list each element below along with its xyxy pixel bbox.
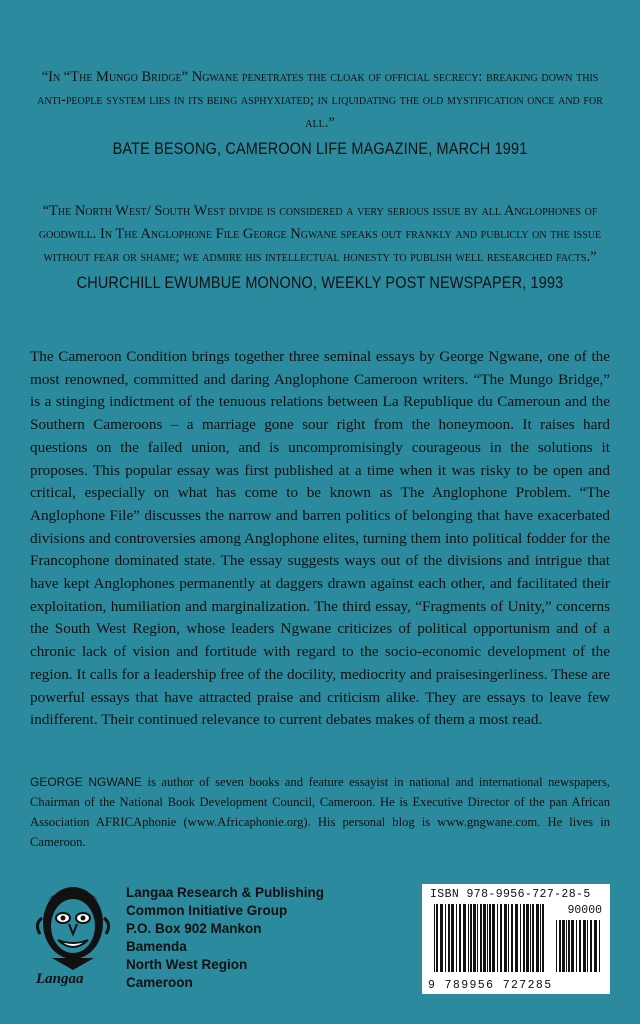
barcode-bar [526, 904, 529, 972]
barcode-bar [508, 904, 509, 972]
book-description: The Cameroon Condition brings together three seminal essays by George Ngwane, one of the most renowned, committed and daring Anglophone Cameroon writers. “The Mungo Bridge,” is a stinging indictment of the tenuous relations between La Republique du Cameroun and the Southern Cameroons – a marriage gone sour right from the honeymoon. It raises hard questions on the failed union, and is uncompromisingly courageous in the solutions it proposes. This popular essay was first published at a time when it was risky to be open and critical, especially on what has come to be known as The Anglophone Problem. “The Anglophone File” discusses the narrow and barren politics of belonging that have exacerbated divisions and controversies among Anglophone elites, turning them into political fodder for the Francophone dominated state. The essay suggests ways out of the divisions and intrigue that have kept Anglophones permanently at daggers drawn against each other, and facilitated their exploitation, humiliation and marginalization. The third essay, “Fragments of Unity,” concerns the South West Region, whose leaders Ngwane criticizes of political opportunism and of a chronic lack of vision and fortitude with regard to the socio-economic development of the region. It calls for a leadership free of the docility, mediocrity and praisesingerliness. These are powerful essays that have attracted praise and criticism alike. They are essays to leave few indifferent. Their continued relevance to current debates makes of them a most read. [30, 348, 610, 729]
barcode-bar [492, 904, 495, 972]
quote-attribution: CHURCHILL EWUMBUE MONONO, WEEKLY POST NEWSPAPER, 1993 [76, 273, 564, 292]
barcode-bar [504, 904, 507, 972]
isbn-number: ISBN 978-9956-727-28-5 [430, 888, 591, 901]
ean-barcode-bars [434, 904, 546, 972]
barcode-bar [459, 904, 461, 972]
publisher-line: Cameroon [126, 975, 193, 990]
barcode-bar [463, 904, 466, 972]
barcode-bar [451, 904, 454, 972]
publisher-address [126, 884, 324, 992]
barcode-bar [599, 920, 600, 972]
barcode-bar [579, 920, 581, 972]
barcode-bar [483, 904, 486, 972]
publisher-line: Langaa Research & Publishing [126, 885, 325, 900]
barcode-bar [520, 904, 521, 972]
barcode-bar [497, 904, 498, 972]
barcode-bar [434, 904, 435, 972]
barcode-bar [473, 904, 476, 972]
barcode-bar [542, 904, 544, 972]
author-name: GEORGE NGWANE [30, 775, 142, 789]
barcode-bar [590, 920, 592, 972]
barcode-bar [436, 904, 438, 972]
publisher-line: P.O. Box 902 Mankon [126, 921, 262, 936]
quote-attribution: BATE BESONG, CAMEROON LIFE MAGAZINE, MARCH 1991 [112, 139, 528, 158]
barcode-bar [571, 920, 574, 972]
barcode-bar [489, 904, 491, 972]
barcode-bar [448, 904, 450, 972]
barcode-bar [540, 904, 541, 972]
author-bio-text: is author of seven books and feature essayist in national and international newspapers, Chairman of the National Book Development Council, Cameroon. He is Executive Director of the pan African Association AFRICAphonie (www.Africaphonie.org). His personal blog is www.gngwane.com. He lives in Cameroon. [30, 775, 610, 849]
barcode-bar [566, 920, 567, 972]
publisher-logo [30, 878, 116, 993]
barcode-bar [530, 904, 531, 972]
publisher-line: North West Region [126, 957, 248, 972]
barcode-bar [536, 904, 539, 972]
barcode-bar [511, 904, 513, 972]
quote-text: “In “The Mungo Bridge” Ngwane penetrates the cloak of official secrecy: breaking down this anti-people system lies in its being asphyxiated; in liquidating the old mystification once and for all.” [37, 69, 603, 131]
ean-digits: 9 789956 727285 [428, 979, 553, 992]
price-code: 90000 [567, 904, 602, 917]
barcode-bar [523, 904, 525, 972]
barcode-bar [532, 904, 534, 972]
barcode-bar [568, 920, 570, 972]
barcode-bar [456, 904, 457, 972]
barcode-bar [487, 904, 488, 972]
barcode-bar [470, 904, 472, 972]
barcode-bar [440, 904, 443, 972]
barcode-bar [477, 904, 478, 972]
logo-label: Langaa [36, 971, 84, 987]
publisher-line: Common Initiative Group [126, 903, 288, 918]
barcode-bar [480, 904, 482, 972]
barcode-bar [576, 920, 577, 972]
review-quote-1 [30, 66, 610, 159]
barcode-bar [468, 904, 469, 972]
review-quote-2 [30, 200, 610, 293]
quote-text: “The North West/ South West divide is considered a very serious issue by all Anglophones of goodwill. In The Anglophone File George Ngwane speaks out frankly and publicly on the issue without fear or shame; we admire his intellectual honesty to publish well researched facts.” [38, 203, 602, 265]
barcode-bar [445, 904, 446, 972]
barcode-bar [587, 920, 588, 972]
barcode-bar [583, 920, 586, 972]
addon-barcode-bars [556, 920, 602, 972]
isbn-barcode [422, 884, 610, 994]
barcode-bar [594, 920, 597, 972]
barcode-bar [556, 920, 557, 972]
barcode-bar [500, 904, 502, 972]
author-bio [30, 772, 610, 852]
publisher-line: Bamenda [126, 939, 187, 954]
barcode-bar [559, 920, 561, 972]
barcode-bar [515, 904, 518, 972]
barcode-bar [562, 920, 565, 972]
